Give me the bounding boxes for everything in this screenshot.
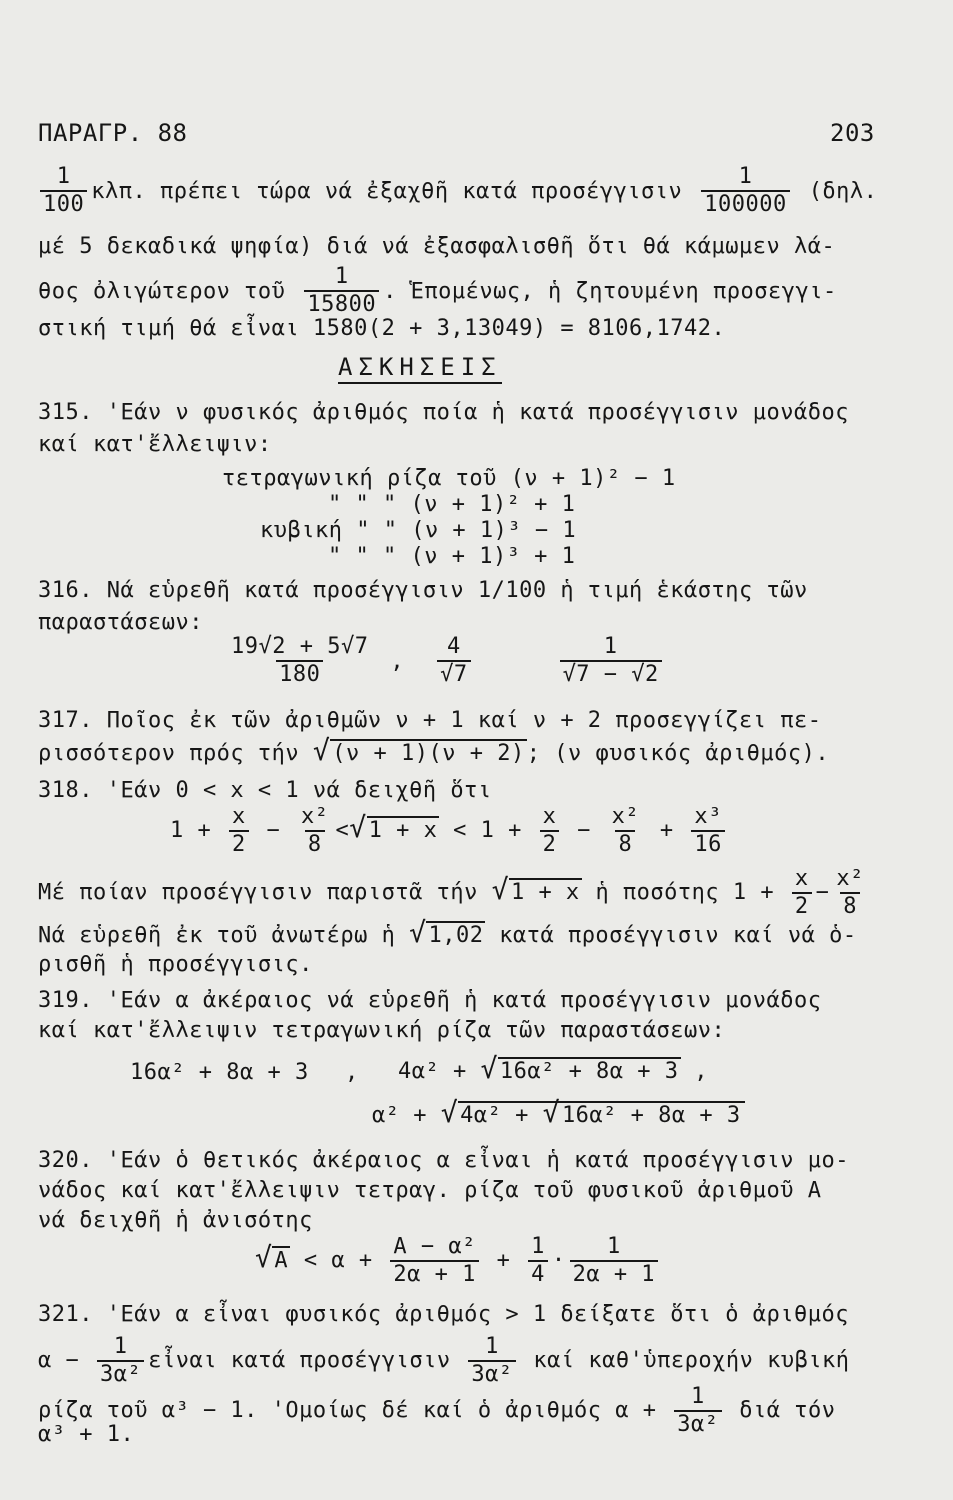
ex320-line-2: νάδος καί κατ'ἔλλειψιν τετραγ. ρίζα τοῦ φυσικοῦ ἀριθμοῦ Α [38,1178,822,1203]
ex319-expr-1: 16α² + 8α + 3 [130,1060,309,1085]
ex315-line-2: καί κατ'ἔλλειψιν: [38,432,272,457]
ex319-expr-2: 4α² + √16α² + 8α + 3 , [398,1052,709,1085]
fraction-1-100000: $\frac{1}{100000}$ [701,166,789,216]
ex318-line-1: 318. 'Εάν 0 < x < 1 νά δειχθῆ ὅτι [38,778,492,803]
intro-line-3: θος ὀλιγώτερον τοῦ $\frac{1}{15800}$ . Ἑπομένως, ἡ ζητουμένη προσεγγι- [38,264,837,317]
ex321-line-3: ρίζα τοῦ α³ − 1. 'Ομοίως δέ καί ὁ ἀριθμός α + $\frac{1}{\text{3α²}}$ διά τόν [38,1384,836,1437]
frac-a-minus-alpha2: $\frac{\text{Α − α²}}{2\alpha + 1}$ [390,1236,478,1286]
radical-sign: √ [255,1241,273,1274]
intro-line-4: στική τιμή θά εἶναι 1580(2 + 3,13049) = 8106,1742. [38,316,726,341]
ex315-row-2: " " " (ν + 1)² + 1 [328,492,576,517]
radical-sign: √ [542,1096,560,1129]
frac-1-3a2: $\frac{1}{\text{3α²}}$ [468,1336,515,1386]
ex315-row-4: " " " (ν + 1)³ + 1 [328,544,576,569]
ex320-inequality: √Α < α + $\frac{\text{Α − α²}}{2\alpha + 1}$ + $\frac{1}{4}$ · $\frac{1}{2\alpha + 1}$ [255,1236,662,1286]
ex321-line-4: α³ + 1. [38,1422,135,1447]
ex317-line-2: ρισσότερον πρός τήν √(ν + 1)(ν + 2); (ν φυσικός ἀριθμός). [38,734,830,767]
ex317-line-1: 317. Ποῖος ἐκ τῶν ἀριθμῶν ν + 1 καί ν + 2 προσεγγίζει πε- [38,708,822,733]
fraction-1-100: $\frac{1}{100}$ [40,166,87,216]
radical-sign: √ [349,811,367,844]
radical-sign: √ [491,873,509,906]
frac-1-4: $\frac{1}{4}$ [528,1236,548,1286]
ex319-sep: , [345,1060,359,1085]
ex318-line-5: ρισθῆ ἡ προσέγγισις. [38,952,313,977]
ex320-line-3: νά δειχθῆ ἡ ἀνισότης [38,1208,313,1233]
frac-1-3a2: $\frac{1}{\text{3α²}}$ [674,1386,721,1436]
radical-sign: √ [480,1052,498,1085]
ex315-line-1: 315. 'Εάν ν φυσικός ἀριθμός ποία ἡ κατά προσέγγισιν μονάδος [38,400,849,425]
radical-sign: √ [312,734,331,767]
frac-x-2: $\frac{x}{2}$ [229,806,249,856]
ex319-line-1: 319. 'Εάν α ἀκέραιος νά εὑρεθῆ ἡ κατά προσέγγισιν μονάδος [38,988,822,1013]
ex319-expr-3: α² + √4α² + √16α² + 8α + 3 [372,1098,745,1131]
frac-x2-8: $\frac{\text{x²}}{8}$ [301,804,329,857]
ex318-line-3: Μέ ποίαν προσέγγισιν παριστᾶ τήν √1 + x ἡ ποσότης 1 + $\frac{x}{2}$ − $\frac{\text{x²}}{8}$ [38,868,871,918]
expr-3: $\frac{1}{√7 - √2}$ [560,636,662,686]
ex321-line-1: 321. 'Εάν α εἶναι φυσικός ἀριθμός > 1 δείξατε ὅτι ὁ ἀριθμός [38,1302,849,1327]
ex321-line-2: α − $\frac{1}{\text{3α²}}$ εἶναι κατά προσέγγισιν $\frac{1}{\text{3α²}}$ καί καθ'ὑπεροχήν κυβική [38,1334,850,1387]
ex315-row-3: κυβική " " (ν + 1)³ − 1 [260,518,577,543]
radical-sign: √ [409,916,427,949]
ex318-inequality: 1 + $\frac{x}{2}$ − $\frac{\text{x²}}{8}$ <√1 + x < 1 + $\frac{x}{2}$ − $\frac{\text{x²}}{8}$ + $\frac{\text{x³}}{16}$ [170,806,729,856]
page-number: 203 [830,119,875,147]
frac-x-2: $\frac{x}{2}$ [792,868,812,918]
ex319-line-2: καί κατ'ἔλλειψιν τετραγωνική ρίζα τῶν παραστάσεων: [38,1018,726,1043]
exercises-heading: ΑΣΚΗΣΕΙΣ [338,352,502,384]
intro-line-1: $\frac{1}{100}$ κλπ. πρέπει τώρα νά ἐξαχθῆ κατά προσέγγισιν $\frac{1}{100000}$ (δηλ. [36,166,877,216]
ex316-expressions: $\frac{19√2 + 5√7}{180}$ , $\frac{4}{√7}$ $\frac{1}{√7 - √2}$ [224,636,666,686]
frac-x3-16: $\frac{\text{x³}}{16}$ [691,806,725,856]
ex318-line-4: Νά εὑρεθῆ ἐκ τοῦ ἀνωτέρω ἡ √1,02 κατά προσέγγισιν καί νά ὁ- [38,916,857,949]
radical-sign: √ [440,1096,459,1129]
frac-x-2: $\frac{x}{2}$ [540,806,560,856]
frac-x2-8: $\frac{\text{x²}}{8}$ [836,866,864,919]
section-label: ΠΑΡΑΓΡ. 88 [38,119,188,147]
ex316-line-1: 316. Νά εὑρεθῆ κατά προσέγγισιν 1/100 ἡ τιμή ἑκάστης τῶν [38,578,808,603]
fraction-1-15800: $\frac{1}{15800}$ [304,266,379,316]
frac-1-2a-plus-1: $\frac{1}{2\alpha + 1}$ [570,1236,658,1286]
frac-1-3a2: $\frac{1}{\text{3α²}}$ [97,1336,144,1386]
expr-1: $\frac{19√2 + 5√7}{180}$ [231,634,369,687]
expr-2: $\frac{4}{√7}$ [437,636,471,686]
ex316-line-2: παραστάσεων: [38,610,203,635]
ex315-row-1: τετραγωνική ρίζα τοῦ (ν + 1)² − 1 [222,466,676,491]
ex320-line-1: 320. 'Εάν ὁ θετικός ἀκέραιος α εἶναι ἡ κατά προσέγγισιν μο- [38,1148,849,1173]
frac-x2-8: $\frac{\text{x²}}{8}$ [611,804,640,857]
intro-line-2: μέ 5 δεκαδικά ψηφία) διά νά ἐξασφαλισθῆ ὅτι θά κάμωμεν λά- [38,234,836,259]
